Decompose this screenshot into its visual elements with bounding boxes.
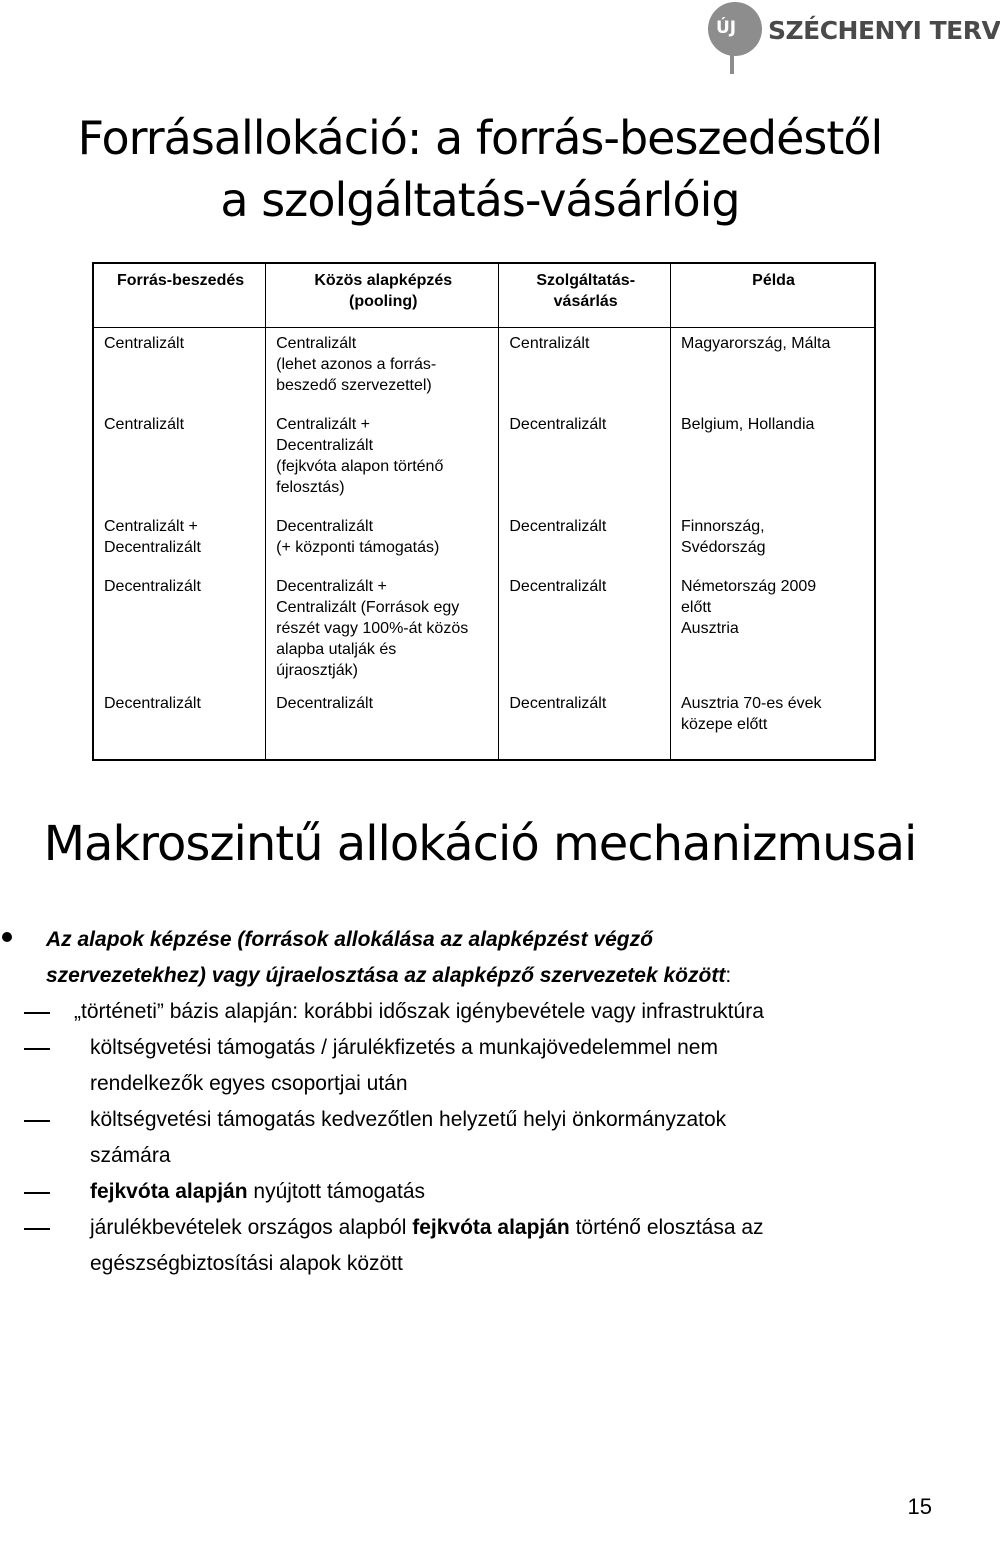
table-cell <box>93 510 266 570</box>
table-cell-line: Ausztria <box>681 620 739 637</box>
table-cell-line: Centralizált <box>104 416 185 433</box>
table-cell <box>671 328 876 409</box>
bold-phrase: fejkvóta alapján <box>90 1180 248 1203</box>
table-header-cell <box>671 263 876 328</box>
main-bullet-colon: : <box>725 964 732 987</box>
logo-badge-text: ÚJ <box>716 18 737 38</box>
dash-icon <box>24 1012 50 1014</box>
sub-bullet-text <box>90 1030 930 1102</box>
table-cell-line: Centralizált (Források egy <box>276 599 460 616</box>
table-cell-line: Decentralizált <box>276 518 374 535</box>
bullet-dot-icon <box>2 932 12 942</box>
dash-icon <box>24 1120 50 1122</box>
table-cell-line: Centralizált <box>104 335 185 352</box>
table-header-cell <box>499 263 671 328</box>
table-cell-line: Decentralizált <box>276 437 374 454</box>
sub-bullet-line: költségvetési támogatás kedvezőtlen helyzetű helyi önkormányzatok <box>90 1108 727 1131</box>
table-cell <box>266 510 499 570</box>
table-cell-line: Centralizált + <box>276 416 370 433</box>
bold-phrase: fejkvóta alapján <box>412 1216 570 1239</box>
table-cell-line: Centralizált <box>509 335 590 352</box>
section-title: Makroszintű allokáció mechanizmusai <box>43 816 917 872</box>
table-cell-line: Decentralizált <box>104 695 201 712</box>
sub-bullet-line: rendelkezők egyes csoportjai után <box>90 1072 408 1095</box>
sub-bullet-text: „történeti” bázis alapján: korábbi időszak igénybevétele vagy infrastruktúra <box>74 1000 764 1023</box>
table-body <box>93 328 875 761</box>
table-cell <box>671 510 876 570</box>
table-cell-line: (+ központi támogatás) <box>276 539 440 556</box>
table-cell-line: felosztás) <box>276 479 345 496</box>
table-cell <box>93 693 266 760</box>
table-cell <box>671 408 876 510</box>
table-cell <box>266 328 499 409</box>
table-cell <box>671 570 876 693</box>
table-cell-line: Decentralizált <box>509 578 607 595</box>
table-cell <box>266 570 499 693</box>
table-cell <box>93 570 266 693</box>
sub-bullet-post: történő elosztása az <box>569 1216 764 1239</box>
table-cell-line: közepe előtt <box>681 716 768 733</box>
table-cell-line: Belgium, Hollandia <box>681 416 815 433</box>
table-cell-line: Centralizált + <box>104 518 198 535</box>
dash-icon <box>24 1048 50 1050</box>
main-bullet-text <box>46 922 946 994</box>
table-cell-line: Decentralizált <box>104 539 201 556</box>
table-cell-line: Decentralizált + <box>276 578 387 595</box>
sub-bullet-line: számára <box>90 1144 171 1167</box>
header-cell-line: Példa <box>752 272 795 289</box>
table-cell <box>93 328 266 409</box>
main-bullet-line: Az alapok képzése (források allokálása az alapképzést végző <box>46 928 653 951</box>
table-cell <box>499 408 671 510</box>
table-header-cell <box>266 263 499 328</box>
table-cell <box>671 693 876 760</box>
sub-bullet-line: költségvetési támogatás / járulékfizetés a munkajövedelemmel nem <box>90 1036 718 1059</box>
table-cell <box>499 510 671 570</box>
page-title-line1: Forrásallokáció: a forrás-beszedéstől <box>77 111 883 165</box>
szechenyi-terv-logo <box>702 0 1000 78</box>
logo-name: SZÉCHENYI TERV <box>768 16 1000 45</box>
table-cell <box>266 693 499 760</box>
sub-bullet-text <box>90 1102 930 1174</box>
table-cell-line: (lehet azonos a forrás- <box>276 356 437 373</box>
table-row <box>93 510 875 570</box>
table-cell-line: Finnország, <box>681 518 765 535</box>
table-cell-line: Magyarország, Málta <box>681 335 831 352</box>
sub-bullet-line: egészségbiztosítási alapok között <box>90 1252 403 1275</box>
table-cell <box>93 408 266 510</box>
table-cell <box>499 570 671 693</box>
sub-bullet-text <box>90 1174 930 1210</box>
sub-bullet-pre: járulékbevételek országos alapból <box>90 1216 413 1239</box>
table-row <box>93 693 875 760</box>
table-row <box>93 408 875 510</box>
table-cell-line: újraosztják) <box>276 662 358 679</box>
page-number: 15 <box>907 1494 932 1519</box>
dash-icon <box>24 1228 50 1230</box>
header-cell-line: vásárlás <box>553 293 618 310</box>
table-cell-line: Decentralizált <box>104 578 201 595</box>
table-cell-line: Decentralizált <box>509 416 607 433</box>
table-cell <box>266 408 499 510</box>
table-cell-line: Decentralizált <box>276 695 374 712</box>
table-row <box>93 570 875 693</box>
table-cell-line: Németország 2009 <box>681 578 817 595</box>
main-bullet-line: szervezetekhez) vagy újraelosztása az alapképző szervezetek között <box>46 964 726 987</box>
table-cell-line: (fejkvóta alapon történő <box>276 458 444 475</box>
sub-bullet-rest: nyújtott támogatás <box>247 1180 425 1203</box>
table-cell-line: alapba utalják és <box>276 641 397 658</box>
page-title-line2: a szolgáltatás-vásárlóig <box>220 173 740 227</box>
table-header-cell <box>93 263 266 328</box>
table-cell-line: Centralizált <box>276 335 357 352</box>
table-cell-line: beszedő szervezettel) <box>276 377 432 394</box>
table-cell-line: előtt <box>681 599 712 616</box>
sub-bullet-text <box>90 1210 930 1282</box>
header-cell-line: Közös alapképzés <box>314 272 453 289</box>
header-cell-line: Forrás-beszedés <box>116 272 245 289</box>
table-cell-line: Ausztria 70-es évek <box>681 695 822 712</box>
table-cell <box>499 693 671 760</box>
table-row <box>93 328 875 409</box>
header-cell-line: (pooling) <box>349 293 418 310</box>
table-cell-line: Svédország <box>681 539 766 556</box>
table-header-row <box>93 263 875 328</box>
header-cell-line: Szolgáltatás- <box>536 272 636 289</box>
allocation-table <box>92 262 876 761</box>
table-cell <box>499 328 671 409</box>
logo-badge-tail <box>730 54 734 74</box>
table-cell-line: Decentralizált <box>509 518 607 535</box>
table-cell-line: részét vagy 100%-át közös <box>276 620 469 637</box>
dash-icon <box>24 1192 50 1194</box>
table-cell-line: Decentralizált <box>509 695 607 712</box>
